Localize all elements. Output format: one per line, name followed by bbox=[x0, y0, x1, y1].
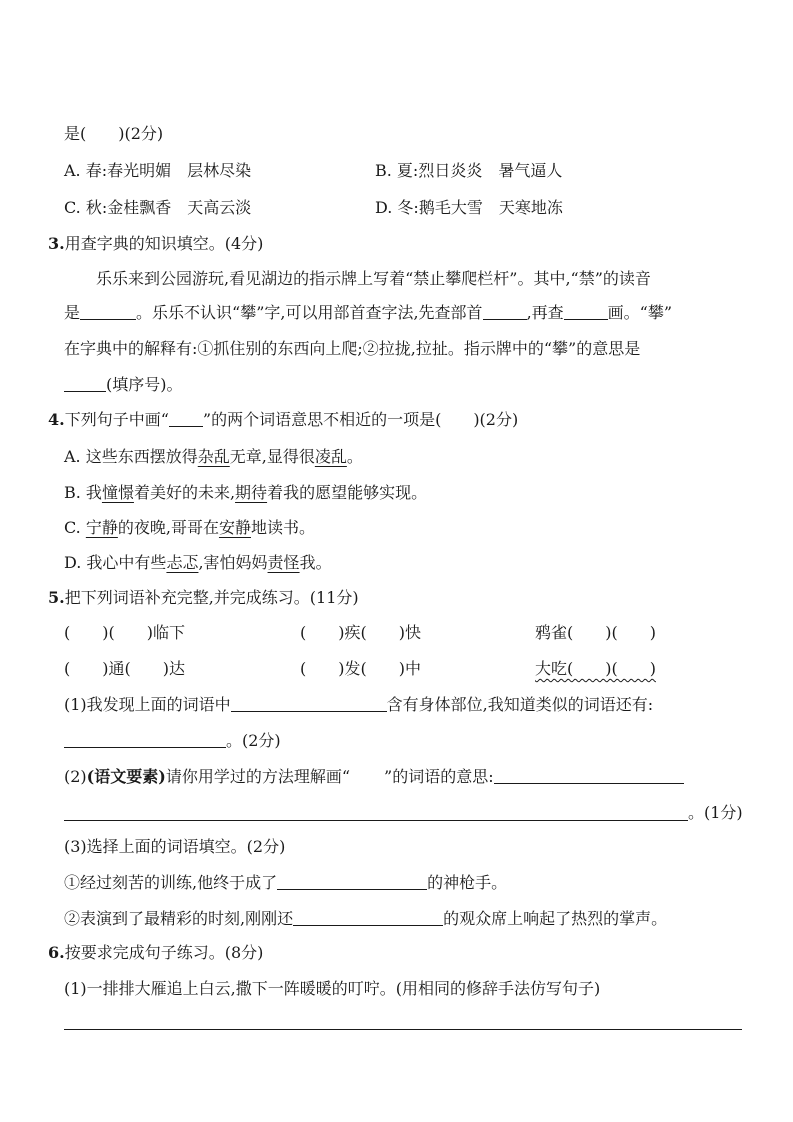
q3-line-4 bbox=[64, 374, 183, 396]
q5-fill-2: ②表演到了最精彩的时刻,刚刚还 的观众席上响起了热烈的掌声。 bbox=[64, 909, 668, 928]
meaning-number-blank[interactable] bbox=[64, 375, 106, 392]
q5-fill-1: ①经过刻苦的训练,他终于成了 的神枪手。 bbox=[64, 873, 508, 892]
key-element-tag: (语文要素) bbox=[86, 767, 166, 786]
text: 。乐乐不认识“攀”字,可以用部首查字法,先查部首 bbox=[136, 303, 483, 322]
q4-title bbox=[48, 409, 518, 431]
question-number: 6. bbox=[48, 943, 65, 962]
radical-blank[interactable] bbox=[483, 303, 527, 320]
text: 画。“攀” bbox=[607, 303, 673, 322]
question-title: 用查字典的知识填空。(4分) bbox=[64, 234, 264, 253]
idiom-4[interactable]: ( )通( )达 bbox=[64, 659, 185, 678]
q5-sub-3: (3)选择上面的词语填空。(2分) bbox=[64, 837, 286, 856]
idiom-2[interactable]: ( )疾( )快 bbox=[300, 623, 421, 642]
underline-sample bbox=[169, 410, 203, 427]
q4-option-d: D. 我心中有些忐忑,害怕妈妈责怪我。 bbox=[64, 553, 332, 572]
pinyin-blank[interactable] bbox=[80, 303, 136, 320]
q5-sub-1: (1)我发现上面的词语中 含有身体部位,我知道类似的词语还有: bbox=[64, 695, 654, 714]
stroke-count-blank[interactable] bbox=[564, 303, 608, 320]
text: ,再查 bbox=[526, 303, 564, 322]
underlined-word: 忐忑 bbox=[166, 553, 199, 572]
question-title: 把下列词语补充完整,并完成练习。(11分) bbox=[64, 588, 359, 607]
idiom-6-wavy[interactable] bbox=[535, 658, 656, 680]
q5-title bbox=[48, 587, 359, 609]
fill-blank-2[interactable] bbox=[293, 909, 443, 926]
q4-option-c: C. 宁静的夜晚,哥哥在安静地读书。 bbox=[64, 518, 315, 537]
q2-tail: 是( )(2分) bbox=[64, 124, 164, 143]
question-number: 3. bbox=[48, 234, 65, 253]
q2-option-a: A. 春:春光明媚 层林尽染 bbox=[64, 161, 252, 180]
meaning-blank[interactable] bbox=[494, 767, 684, 784]
underlined-word: 凌乱 bbox=[314, 447, 347, 466]
q3-title bbox=[48, 233, 263, 255]
q5-sub-2: (2)(语文要素)请你用学过的方法理解画“ ”的词语的意思: bbox=[64, 766, 684, 788]
q2-option-b: B. 夏:烈日炎炎 暑气逼人 bbox=[375, 161, 563, 180]
q2-option-d: D. 冬:鹅毛大雪 天寒地冻 bbox=[375, 198, 563, 217]
q2-option-c: C. 秋:金桂飘香 天高云淡 bbox=[64, 198, 252, 217]
text: ”的两个词语意思不相近的一项是( )(2分) bbox=[202, 410, 519, 429]
q6-sub-1: (1)一排排大雁追上白云,撒下一阵暖暖的叮咛。(用相同的修辞手法仿写句子) bbox=[64, 979, 601, 998]
underlined-word: 杂乱 bbox=[197, 447, 230, 466]
underlined-word: 期待 bbox=[235, 483, 268, 502]
q3-line-1: 乐乐来到公园游玩,看见湖边的指示牌上写着“禁止攀爬栏杆”。其中,“禁”的读音 bbox=[96, 269, 651, 288]
q3-line-3: 在字典中的解释有:①抓住别的东西向上爬;②拉拢,拉扯。指示牌中的“攀”的意思是 bbox=[64, 339, 641, 358]
fill-blank-1[interactable] bbox=[277, 873, 427, 890]
answer-line[interactable] bbox=[64, 1029, 742, 1030]
text: (填序号)。 bbox=[106, 375, 183, 394]
body-part-words-blank[interactable] bbox=[231, 695, 387, 712]
answer-line[interactable] bbox=[64, 820, 688, 821]
q4-option-b: B. 我憧憬着美好的未来,期待着我的愿望能够实现。 bbox=[64, 483, 428, 502]
question-number: 5. bbox=[48, 588, 65, 607]
idiom-1[interactable]: ( )( )临下 bbox=[64, 623, 185, 642]
q6-title bbox=[48, 942, 263, 964]
underlined-word: 憧憬 bbox=[101, 483, 134, 502]
text: 是 bbox=[64, 303, 81, 322]
underlined-word: 安静 bbox=[218, 518, 251, 537]
q5-sub-2-end: 。(1分) bbox=[688, 803, 743, 822]
idiom-5[interactable]: ( )发( )中 bbox=[300, 659, 421, 678]
underlined-word: 责怪 bbox=[267, 553, 300, 572]
q5-sub-1-line-2: 。(2分) bbox=[64, 730, 281, 752]
text: 下列句子中画“ bbox=[64, 410, 169, 429]
wavy-word: 大吃( )( ) bbox=[535, 659, 656, 678]
q4-option-a: A. 这些东西摆放得杂乱无章,显得很凌乱。 bbox=[64, 447, 363, 466]
q3-line-2 bbox=[64, 302, 672, 324]
idiom-3[interactable]: 鸦雀( )( ) bbox=[535, 623, 656, 642]
underlined-word: 宁静 bbox=[85, 518, 118, 537]
question-number: 4. bbox=[48, 410, 65, 429]
similar-words-blank[interactable] bbox=[64, 731, 226, 748]
question-title: 按要求完成句子练习。(8分) bbox=[64, 943, 264, 962]
